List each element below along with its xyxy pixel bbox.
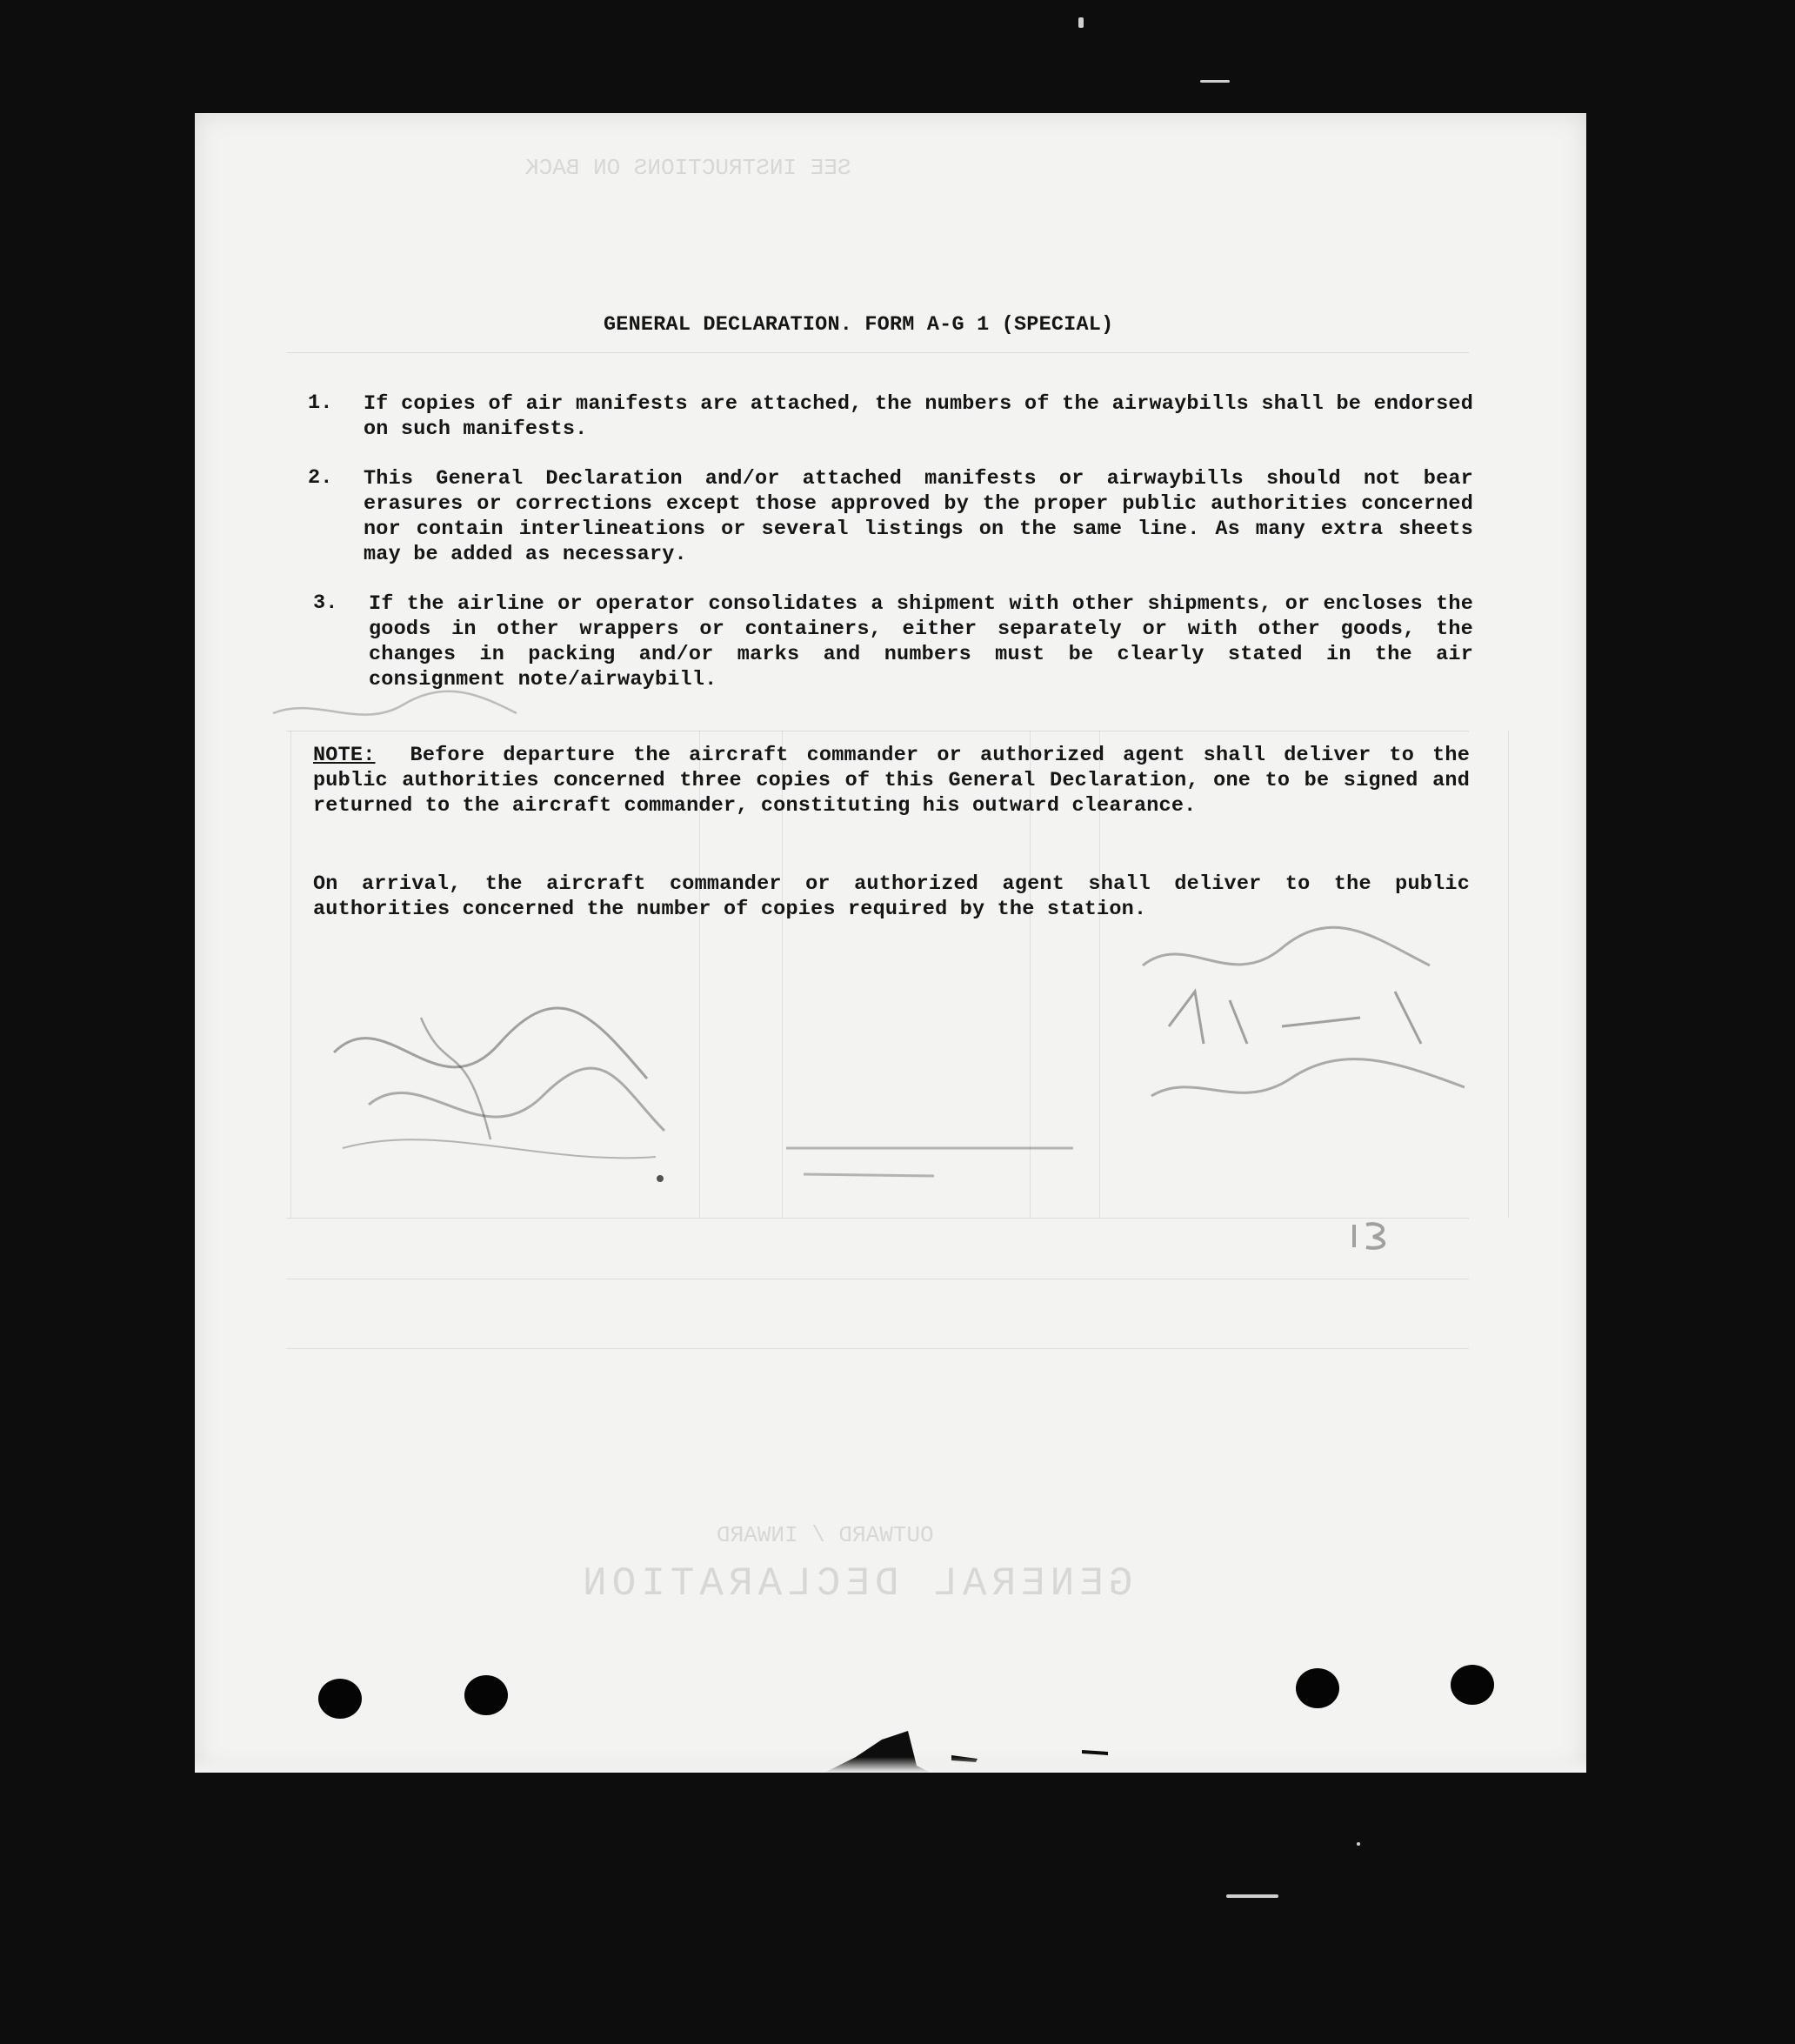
form-title: GENERAL DECLARATION. FORM A-G 1 (SPECIAL) <box>604 313 1114 337</box>
bleed-through-mark <box>1347 1218 1399 1252</box>
scan-speck <box>1226 1894 1278 1898</box>
scan-speck <box>1200 80 1230 83</box>
bleed-through-heading: SEE INSTRUCTIONS ON BACK <box>525 155 851 181</box>
scan-speck <box>1357 1842 1360 1846</box>
arrival-paragraph: On arrival, the aircraft commander or authorized agent shall deliver to the public authorities concerned the number of copies required by the station. <box>313 872 1470 921</box>
punch-hole <box>464 1675 508 1715</box>
item-number: 2. <box>308 466 333 490</box>
punch-hole <box>318 1679 362 1719</box>
bleed-through-signature <box>777 1113 1091 1192</box>
bleed-through-signature <box>317 983 682 1192</box>
note-paragraph <box>313 743 1470 818</box>
note-text: Before departure the aircraft commander or authorized agent shall deliver to the public authorities concerned three copies of this General Declaration, one to be signed and returned to the aircraft commander, constituting his outward clearance. <box>313 744 1470 818</box>
bleed-through-signature <box>1134 913 1517 1122</box>
bleed-through-heading: GENERAL DECLARATION <box>577 1561 1133 1606</box>
instruction-item <box>308 591 1473 692</box>
bleed-through-signature <box>264 687 525 739</box>
item-text: If the airline or operator consolidates a shipment with other shipments, or encloses the goods in other wrappers or containers, either separately or with other goods, the changes in packing and/or marks and numbers must be clearly stated in the air consignment note/airwaybill. <box>369 592 1473 691</box>
item-number: 1. <box>308 391 333 415</box>
note-label: NOTE: <box>313 744 376 767</box>
instruction-item <box>308 391 1473 442</box>
punch-hole <box>1451 1665 1494 1705</box>
instruction-item <box>308 466 1473 567</box>
scan-speck <box>1078 17 1084 28</box>
item-text: This General Declaration and/or attached manifests or airwaybills should not bear erasures or corrections except those approved by the proper public authorities concerned nor contain interlineations or several listings on the same line. As many extra sheets may be added as necessary. <box>364 467 1473 566</box>
bleed-through-rule <box>290 731 291 1218</box>
sheet-edge <box>195 1757 1586 1773</box>
document-page <box>195 113 1586 1773</box>
bleed-through-heading: OUTWARD / INWARD <box>717 1522 934 1548</box>
bleed-through-rule <box>286 352 1469 353</box>
item-number: 3. <box>313 591 338 615</box>
punch-hole <box>1296 1668 1339 1708</box>
bleed-through-rule <box>286 1348 1469 1349</box>
item-text: If copies of air manifests are attached, the numbers of the airwaybills shall be endorsed on such manifests. <box>364 392 1473 441</box>
bleed-through-rule <box>286 1218 1469 1219</box>
